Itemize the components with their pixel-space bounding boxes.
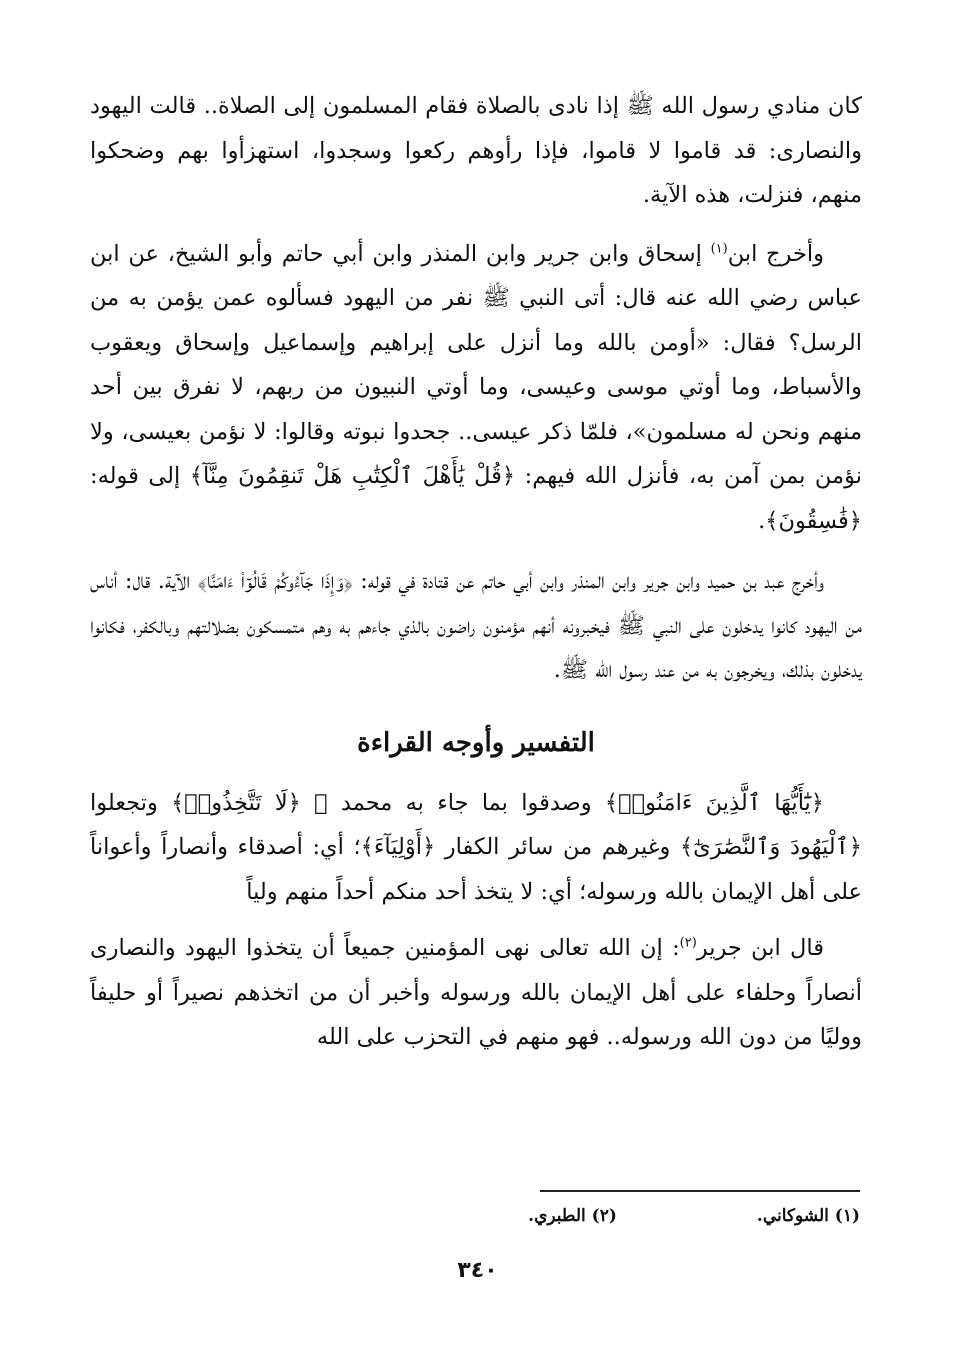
paragraph-2: [90, 232, 862, 544]
page-number: ٣٤٠: [457, 1258, 498, 1283]
paragraph-5-text: : إن الله تعالى نهى المؤمنين جميعاً أن يتخذوا اليهود والنصارى أنصاراً وحلفاء على أهل الإيمان بالله ورسوله وأخبر أن من اتخذهم نصيراً أو حليفاً ووليًا من دون الله ورسوله.. فهو منهم في التحزب على الله: [90, 935, 862, 1050]
paragraph-4: ﴿يَٰٓأَيُّهَا ٱلَّذِينَ ءَامَنُوا۟﴾ وصدقوا بما جاء به محمد ﷺ ﴿لَا تَتَّخِذُوا۟﴾ وتجعلوا ﴿ٱلْيَهُودَ وَٱلنَّصَٰرَىٰٓ﴾ وغيرهم من سائر الكفار ﴿أَوْلِيَآءَ﴾؛ أي: أصدقاء وأنصاراً وأعواناً على أهل الإيمان بالله ورسوله؛ أي: لا يتخذ أحد منكم أحداً منهم ولياً: [90, 789, 862, 905]
paragraph-5: [90, 926, 862, 1060]
paragraph-2-lead: وأخرج ابن: [727, 240, 824, 267]
footnote-1: (١) الشوكاني.: [756, 1206, 860, 1226]
footnotes: [300, 1206, 860, 1226]
paragraph-5-lead: قال ابن جرير: [696, 935, 824, 961]
paragraph-2-text: إسحاق وابن جرير وابن المنذر وابن أبي حاتم وأبو الشيخ، عن ابن عباس رضي الله عنه قال: أتى النبي ﷺ نفر من اليهود فسألوه عمن يؤمن به من الرسل؟ فقال: «أومن بالله وما أنزل على إبراهيم وإسماعيل وإسحاق ويعقوب والأسباط، وما أوتي موسى وعيسى، وما أوتي النبيون من ربهم، لا نفرق بين أحد منهم ونحن له مسلمون»، فلمّا ذكر عيسى.. جحدوا نبوته وقالوا: لا نؤمن بعيسى، ولا نؤمن بمن آمن به، فأنزل الله فيهم: ﴿قُلْ يَٰأَهْلَ ٱلْكِتَٰبِ هَلْ تَنقِمُونَ مِنَّآ﴾ إلى قوله: ﴿فَٰسِقُونَ﴾.: [90, 240, 862, 534]
footnote-divider: [540, 1190, 860, 1192]
footnote-ref-2: (٢): [679, 935, 697, 951]
footnote-ref-1: (١): [710, 241, 728, 256]
page-body: [90, 84, 862, 1060]
footnote-2: (٢) الطبري.: [528, 1206, 617, 1226]
section-heading: التفسير وأوجه القراءة: [357, 727, 595, 758]
paragraph-1: كان منادي رسول الله ﷺ إذا نادى بالصلاة فقام المسلمون إلى الصلاة.. قالت اليهود والنصارى: قد قاموا لا قاموا، فإذا رأوهم ركعوا وسجدوا، استهزأوا بهم وضحكوا منهم، فنزلت، هذه الآية.: [90, 93, 862, 208]
paragraph-3: وأخرج عبد بن حميد وابن جرير وابن المنذر وابن أبي حاتم عن قتادة في قوله: ﴿وَإِذَا جَآءُوكُمْ قَالُوٓا۟ ءَامَنَّا﴾ الآية. قال: أناس من اليهود كانوا يدخلون على النبي ﷺ فيخبرونه أنهم مؤمنون راضون بالذي جاءهم به وهم متمسكون بضلالتهم وبالكفر، فكانوا يدخلون بذلك، ويخرجون به من عند رسول الله ﷺ.: [90, 568, 862, 683]
